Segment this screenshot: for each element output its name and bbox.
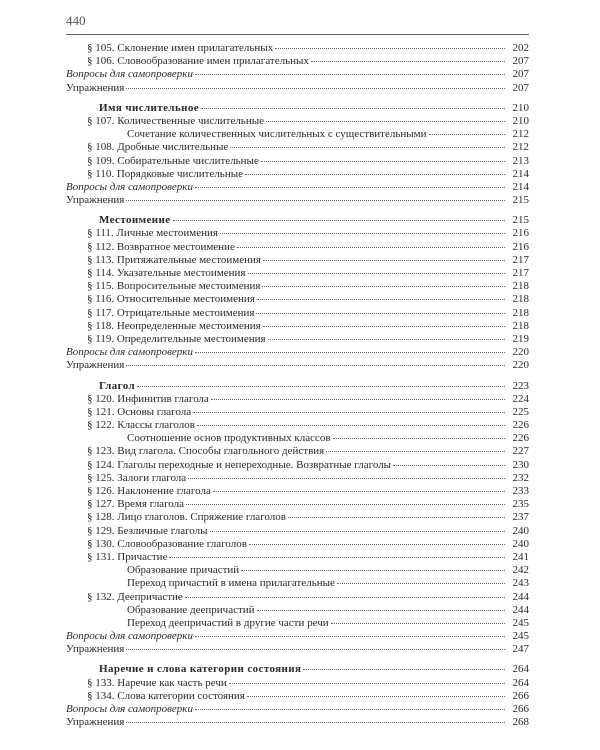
dot-leader	[245, 174, 505, 175]
toc-page-number: 207	[512, 55, 529, 68]
toc-entry-title: Местоимение	[99, 214, 171, 227]
dot-leader	[268, 339, 505, 340]
toc-entry[interactable]	[66, 419, 529, 432]
toc-page-number: 247	[512, 643, 529, 656]
toc-page-number: 212	[512, 128, 529, 141]
dot-leader	[263, 260, 505, 261]
toc-entry-title: Вопросы для самопроверки	[66, 68, 193, 81]
toc-entry[interactable]	[66, 155, 529, 168]
toc-page-number: 226	[512, 419, 529, 432]
dot-leader	[186, 504, 505, 505]
toc-entry-title: Вопросы для самопроверки	[66, 346, 193, 359]
toc-entry-title: § 119. Определительные местоимения	[87, 332, 266, 345]
dot-leader	[275, 48, 505, 49]
toc-page-number: 244	[512, 603, 529, 616]
toc-entry-title: § 127. Время глагола	[87, 498, 185, 511]
dot-leader	[337, 583, 505, 584]
toc-entry[interactable]	[66, 577, 529, 590]
dot-leader	[137, 386, 505, 387]
dot-leader	[237, 247, 505, 248]
toc-entry-title: § 116. Относительные местоимения	[87, 293, 255, 306]
toc-entry[interactable]	[66, 690, 529, 703]
toc-page-number: 266	[512, 703, 529, 715]
toc-entry[interactable]	[66, 677, 529, 690]
toc-page-number: 244	[512, 590, 529, 603]
toc-page-number: 220	[512, 346, 529, 359]
toc-page-number: 266	[512, 689, 529, 702]
toc-page-number: 245	[512, 630, 529, 643]
dot-leader	[249, 544, 505, 545]
toc-page-number: 227	[512, 445, 529, 458]
toc-page-number: 217	[512, 267, 529, 279]
toc-entry[interactable]	[66, 333, 529, 346]
dot-leader	[229, 683, 505, 684]
toc-entry-title: Вопросы для самопроверки	[66, 703, 193, 715]
dot-leader	[257, 299, 505, 300]
toc-section-heading[interactable]	[66, 102, 529, 115]
toc-entry-title: § 109. Собирательные числительные	[87, 154, 259, 167]
toc-entry[interactable]	[66, 227, 529, 240]
toc-entry[interactable]	[66, 254, 529, 267]
toc-entry[interactable]	[66, 359, 529, 372]
toc-entry-title: § 131. Причастие	[87, 550, 168, 563]
dot-leader	[195, 352, 505, 353]
dot-leader	[126, 88, 505, 89]
toc-page-number: 224	[512, 392, 529, 405]
toc-entry-title: § 114. Указательные местоимения	[87, 267, 246, 279]
toc-entry[interactable]	[66, 280, 529, 293]
dot-leader	[173, 220, 505, 221]
toc-page-number: 241	[512, 550, 529, 563]
toc-entry[interactable]	[66, 267, 529, 280]
toc-entry[interactable]	[66, 393, 529, 406]
toc-entry-title: Глагол	[99, 379, 136, 392]
toc-page-number: 233	[512, 485, 529, 497]
dot-leader	[393, 465, 505, 466]
toc-entry-title: § 124. Глаголы переходные и непереходные. Возвратные глаголы	[87, 458, 392, 471]
dot-leader	[311, 61, 505, 62]
toc-entry[interactable]	[66, 346, 529, 359]
toc-entry[interactable]	[66, 445, 529, 458]
toc-entry[interactable]	[66, 485, 529, 498]
toc-entry[interactable]	[66, 703, 529, 716]
toc-section-heading[interactable]	[66, 663, 529, 676]
toc-entry[interactable]	[66, 643, 529, 656]
toc-section-heading[interactable]	[66, 214, 529, 227]
section-gap	[66, 656, 529, 663]
toc-page-number: 218	[512, 306, 529, 319]
dot-leader	[193, 412, 505, 413]
toc-page-number: 207	[512, 68, 529, 81]
toc-entry-title: § 107. Количественные числительные	[87, 114, 264, 127]
section-gap	[66, 95, 529, 102]
toc-page-number: 202	[512, 42, 529, 54]
toc-entry[interactable]	[66, 459, 529, 472]
toc-page-number: 215	[512, 214, 529, 227]
toc-page-number: 268	[512, 716, 529, 729]
toc-page-number: 210	[512, 114, 529, 127]
toc-page-number: 216	[512, 227, 529, 240]
toc-entry[interactable]	[66, 511, 529, 524]
toc-entry-title: Переход деепричастий в другие части речи	[127, 616, 329, 629]
dot-leader	[213, 491, 505, 492]
toc-page-number: 245	[512, 616, 529, 629]
toc-page-number: 242	[512, 564, 529, 577]
toc-entry-title: § 112. Возвратное местоимение	[87, 240, 235, 253]
toc-page-number: 264	[512, 663, 529, 676]
toc-page-number: 212	[512, 141, 529, 154]
dot-leader	[333, 438, 505, 439]
toc-entry-title: Образование причастий	[127, 564, 240, 577]
dot-leader	[185, 597, 505, 598]
toc-entry[interactable]	[66, 141, 529, 154]
toc-entry[interactable]	[66, 617, 529, 630]
toc-entry-title: Наречие и слова категории состояния	[99, 663, 302, 676]
toc-page-number: 230	[512, 458, 529, 471]
toc-entry-title: § 126. Наклонение глагола	[87, 485, 211, 497]
toc-page-number: 243	[512, 577, 529, 590]
toc-entry-title: Имя числительное	[99, 101, 200, 114]
toc-entry-title: § 132. Деепричастие	[87, 590, 183, 603]
toc-entry[interactable]	[66, 68, 529, 81]
toc-entry[interactable]	[66, 82, 529, 95]
toc-page-number: 264	[512, 676, 529, 689]
toc-page-number: 207	[512, 81, 529, 94]
toc-entry-title: § 111. Личные местоимения	[87, 227, 218, 240]
toc-entry-title: § 125. Залоги глагола	[87, 471, 187, 484]
page-number: 440	[66, 13, 86, 28]
dot-leader	[195, 74, 505, 75]
toc-entry-title: Упражнения	[66, 81, 125, 94]
toc-entry[interactable]	[66, 472, 529, 485]
dot-leader	[126, 722, 505, 723]
toc-page-number: 223	[512, 379, 529, 392]
toc-entry-title: § 130. Словообразование глаголов	[87, 537, 247, 550]
toc-entry-title: § 120. Инфинитив глагола	[87, 392, 209, 405]
toc-entry[interactable]	[66, 716, 529, 729]
dot-leader	[326, 451, 505, 452]
toc-entry-title: § 106. Словообразование имен прилагательных	[87, 55, 309, 68]
toc-entry-title: § 115. Вопросительные местоимения	[87, 280, 261, 293]
toc-entry-title: § 110. Порядковые числительные	[87, 167, 243, 180]
toc-entry-title: § 129. Безличные глаголы	[87, 524, 208, 537]
dot-leader	[126, 365, 505, 366]
toc-page-number: 217	[512, 253, 529, 266]
toc-page-number: 240	[512, 537, 529, 550]
table-of-contents	[66, 42, 529, 729]
dot-leader	[266, 121, 505, 122]
dot-leader	[256, 313, 505, 314]
toc-entry[interactable]	[66, 293, 529, 306]
dot-leader	[169, 557, 505, 558]
toc-page-number: 240	[512, 524, 529, 537]
dot-leader	[126, 649, 505, 650]
dot-leader	[188, 478, 505, 479]
toc-entry[interactable]	[66, 307, 529, 320]
dot-leader	[263, 326, 505, 327]
toc-section-heading[interactable]	[66, 380, 529, 393]
toc-entry-title: Упражнения	[66, 359, 125, 372]
toc-entry-title: Образование деепричастий	[127, 603, 255, 616]
dot-leader	[257, 610, 505, 611]
toc-entry[interactable]	[66, 551, 529, 564]
dot-leader	[197, 425, 505, 426]
dot-leader	[262, 286, 505, 287]
toc-page-number: 215	[512, 194, 529, 207]
toc-entry[interactable]	[66, 525, 529, 538]
toc-entry-title: § 105. Склонение имен прилагательных	[87, 42, 274, 54]
toc-entry[interactable]	[66, 42, 529, 55]
dot-leader	[331, 623, 505, 624]
toc-page-number: 218	[512, 293, 529, 306]
toc-entry[interactable]	[66, 498, 529, 511]
toc-page-number: 232	[512, 471, 529, 484]
toc-page-number: 218	[512, 319, 529, 332]
toc-entry-title: Упражнения	[66, 643, 125, 656]
dot-leader	[195, 187, 505, 188]
toc-entry[interactable]	[66, 604, 529, 617]
dot-leader	[220, 233, 505, 234]
dot-leader	[201, 108, 505, 109]
toc-page-number: 214	[512, 167, 529, 180]
dot-leader	[241, 570, 505, 571]
dot-leader	[211, 399, 505, 400]
dot-leader	[303, 669, 505, 670]
dot-leader	[230, 147, 505, 148]
toc-entry[interactable]	[66, 591, 529, 604]
dot-leader	[288, 517, 505, 518]
toc-entry[interactable]	[66, 168, 529, 181]
dot-leader	[126, 200, 505, 201]
toc-entry[interactable]	[66, 630, 529, 643]
header-rule	[66, 34, 529, 35]
toc-page-number: 220	[512, 359, 529, 372]
toc-page-number: 219	[512, 332, 529, 345]
dot-leader	[248, 273, 506, 274]
toc-page-number: 237	[512, 511, 529, 524]
toc-entry-title: Соотношение основ продуктивных классов	[127, 432, 331, 445]
toc-page-number: 214	[512, 180, 529, 193]
toc-page-number: 218	[512, 280, 529, 293]
toc-entry[interactable]	[66, 564, 529, 577]
section-gap	[66, 373, 529, 380]
toc-entry-title: Переход причастий в имена прилагательные	[127, 577, 335, 590]
dot-leader	[261, 161, 505, 162]
toc-entry-title: § 117. Отрицательные местоимения	[87, 306, 255, 319]
toc-entry-title: § 108. Дробные числительные	[87, 141, 229, 154]
toc-entry-title: Вопросы для самопроверки	[66, 630, 193, 643]
toc-entry-title: § 118. Неопределенные местоимения	[87, 319, 261, 332]
toc-entry[interactable]	[66, 538, 529, 551]
toc-page-number: 210	[512, 101, 529, 114]
toc-entry[interactable]	[66, 406, 529, 419]
toc-entry[interactable]	[66, 432, 529, 445]
toc-entry-title: § 122. Классы глаголов	[87, 419, 195, 432]
toc-entry-title: § 121. Основы глагола	[87, 405, 192, 418]
toc-page-number: 226	[512, 432, 529, 445]
toc-entry-title: Упражнения	[66, 716, 125, 729]
toc-entry[interactable]	[66, 181, 529, 194]
toc-entry[interactable]	[66, 128, 529, 141]
toc-entry-title: § 123. Вид глагола. Способы глагольного действия	[87, 445, 325, 458]
toc-entry[interactable]	[66, 115, 529, 128]
dot-leader	[210, 531, 505, 532]
dot-leader	[429, 134, 505, 135]
toc-entry-title: § 128. Лицо глаголов. Спряжение глаголов	[87, 511, 286, 524]
toc-entry[interactable]	[66, 55, 529, 68]
toc-entry-title: § 133. Наречие как часть речи	[87, 676, 227, 689]
toc-entry[interactable]	[66, 194, 529, 207]
toc-entry-title: § 113. Притяжательные местоимения	[87, 253, 261, 266]
toc-page-number: 216	[512, 240, 529, 253]
toc-entry[interactable]	[66, 320, 529, 333]
dot-leader	[195, 636, 505, 637]
toc-page-number: 225	[512, 405, 529, 418]
section-gap	[66, 207, 529, 214]
dot-leader	[195, 709, 505, 710]
toc-entry-title: Вопросы для самопроверки	[66, 180, 193, 193]
dot-leader	[247, 696, 505, 697]
toc-entry-title: § 134. Слова категории состояния	[87, 689, 245, 702]
toc-page-number: 213	[512, 154, 529, 167]
toc-entry-title: Упражнения	[66, 194, 125, 207]
toc-entry[interactable]	[66, 241, 529, 254]
toc-entry-title: Сочетание количественных числительных с существительными	[127, 128, 427, 141]
toc-page-number: 235	[512, 498, 529, 511]
